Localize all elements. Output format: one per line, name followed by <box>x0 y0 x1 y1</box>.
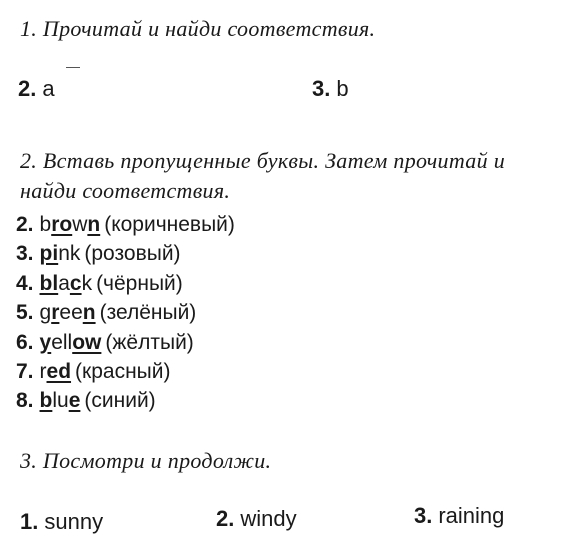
answer-text: a <box>42 76 55 101</box>
answer-text: windy <box>240 506 297 531</box>
filled-letters: ow <box>72 330 102 354</box>
filled-letters: bl <box>39 271 59 295</box>
item-number: 6. <box>16 330 34 354</box>
exercise-3-answer-3 <box>414 503 504 529</box>
russian-translation: (жёлтый) <box>105 330 194 354</box>
color-item <box>16 386 235 415</box>
color-item <box>16 298 235 327</box>
color-word <box>40 301 96 324</box>
exercise-3-answer-2 <box>216 506 297 532</box>
color-word-list <box>16 210 235 416</box>
answer-number: 3. <box>312 76 331 101</box>
filled-letters: n <box>87 213 101 236</box>
given-letters: ee <box>59 301 83 325</box>
russian-translation: (коричневый) <box>104 213 235 236</box>
answer-number: 2. <box>18 76 37 101</box>
filled-letters: ro <box>51 213 73 236</box>
given-letters: nk <box>58 242 81 266</box>
exercise-3-answer-1 <box>20 509 103 535</box>
item-number: 4. <box>16 271 34 295</box>
given-letters: k <box>81 271 93 295</box>
color-word <box>40 360 72 383</box>
answer-number: 3. <box>414 503 433 528</box>
color-item <box>16 269 235 298</box>
given-letters: g <box>39 301 52 325</box>
filled-letters: b <box>39 389 53 413</box>
filled-letters: r <box>51 301 60 325</box>
given-letters: ell <box>51 330 73 354</box>
answer-text: sunny <box>44 509 104 534</box>
answer-number: 1. <box>20 509 39 534</box>
answer-number: 2. <box>216 506 235 531</box>
filled-letters: n <box>82 301 96 325</box>
russian-translation: (розовый) <box>84 242 181 266</box>
answer-text: b <box>336 76 349 101</box>
given-letters: b <box>39 213 52 236</box>
russian-translation: (зелёный) <box>99 301 197 325</box>
color-word <box>40 389 81 412</box>
exercise-1-answer-3 <box>312 76 349 102</box>
color-item <box>16 239 235 268</box>
given-letters: a <box>58 271 70 295</box>
item-number: 5. <box>16 301 34 325</box>
decorative-dash <box>66 67 80 68</box>
exercise-1-heading: 1. Прочитай и найди соответствия. <box>20 16 376 41</box>
color-word <box>40 213 101 236</box>
answer-text: raining <box>438 503 505 528</box>
filled-letters: pi <box>39 242 59 266</box>
color-item <box>16 357 235 386</box>
filled-letters: y <box>39 330 52 354</box>
color-word <box>40 331 102 354</box>
given-letters: w <box>72 213 88 236</box>
filled-letters: c <box>69 271 82 295</box>
filled-letters: ed <box>46 360 72 384</box>
color-item <box>16 210 235 239</box>
russian-translation: (красный) <box>75 360 171 384</box>
exercise-2-heading: 2. Вставь пропущенные буквы. Затем прочитай и найди соответствия. <box>20 148 505 203</box>
given-letters: r <box>39 360 47 384</box>
russian-translation: (чёрный) <box>96 271 183 295</box>
color-word <box>40 242 81 265</box>
exercise-1-answer-2 <box>18 76 55 102</box>
item-number: 7. <box>16 360 34 384</box>
item-number: 2. <box>16 213 34 236</box>
color-item <box>16 328 235 357</box>
given-letters: lu <box>52 389 69 413</box>
russian-translation: (синий) <box>84 389 156 413</box>
item-number: 8. <box>16 389 34 413</box>
color-word <box>40 272 93 295</box>
exercise-3-heading: 3. Посмотри и продолжи. <box>20 448 272 473</box>
item-number: 3. <box>16 242 34 266</box>
filled-letters: e <box>68 389 81 413</box>
